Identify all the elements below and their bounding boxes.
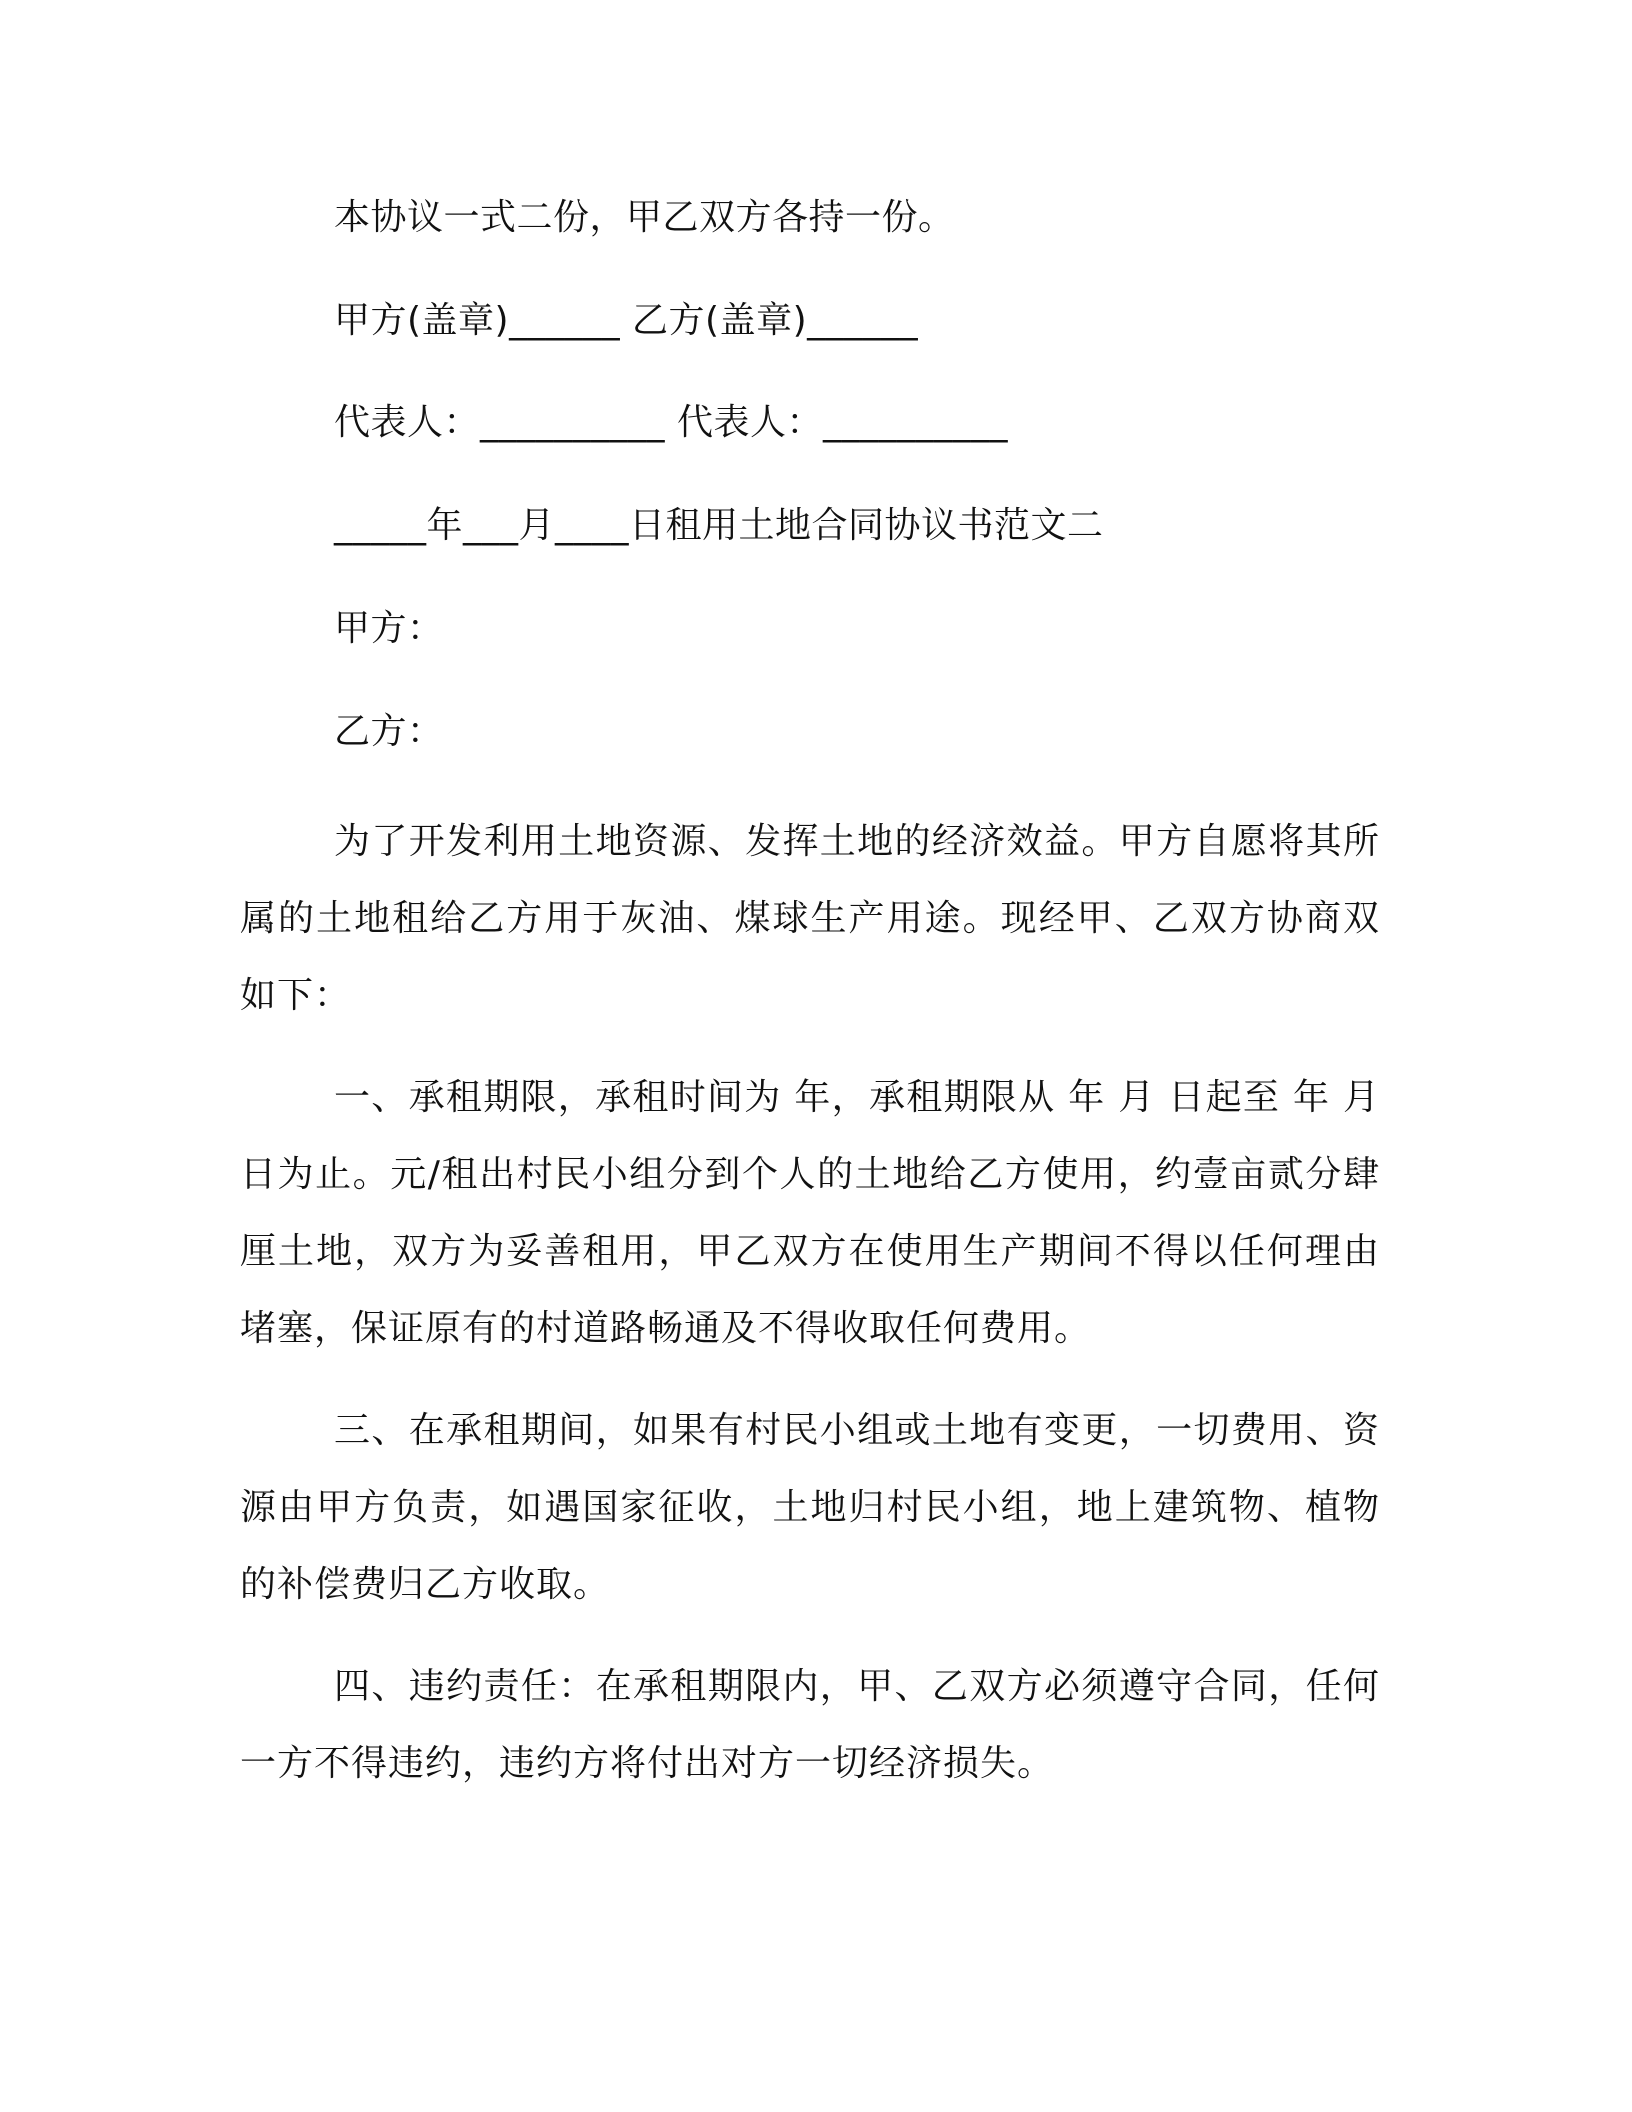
party-a-label: 甲方：: [334, 608, 444, 649]
seal-line: 甲方(盖章)______ 乙方(盖章)______: [334, 300, 919, 341]
party-b-label: 乙方：: [334, 711, 444, 752]
liability-paragraph: 四、违约责任：在承租期限内，甲、乙双方必须遵守合同，任何一方不得违约，违约方将付出对方一切经济损失。: [240, 1666, 1380, 1784]
purpose-paragraph: 为了开发利用土地资源、发挥土地的经济效益。甲方自愿将其所属的土地租给乙方用于灰油、煤球生产用途。现经甲、乙双方协商双如下：: [240, 821, 1380, 1016]
term-paragraph: 一、承租期限，承租时间为 年，承租期限从 年 月 日起至 年 月 日为止。元/租出村民小组分到个人的土地给乙方使用，约壹亩贰分肆厘土地，双方为妥善租用，甲乙双方在使用生产期间不得以任何理由堵塞，保证原有的村道路畅通及不得收取任何费用。: [240, 1077, 1380, 1349]
change-paragraph: 三、在承租期间，如果有村民小组或土地有变更，一切费用、资源由甲方负责，如遇国家征收，土地归村民小组，地上建筑物、植物的补偿费归乙方收取。: [240, 1410, 1380, 1605]
representative-line: 代表人：__________ 代表人：__________: [334, 402, 1008, 443]
date-title-line: _____年___月____日租用土地合同协议书范文二: [334, 505, 1104, 546]
copies-clause: 本协议一式二份，甲乙双方各持一份。: [334, 197, 955, 238]
